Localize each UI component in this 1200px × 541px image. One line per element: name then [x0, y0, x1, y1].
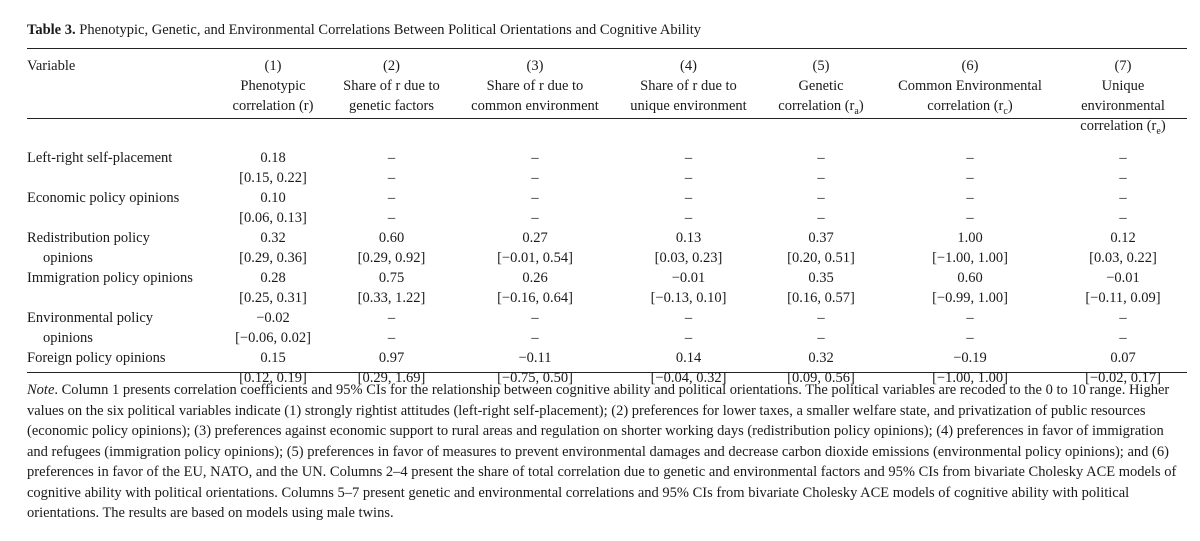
estimate-cell: 0.13: [675, 230, 702, 246]
row-label: [27, 168, 217, 188]
column-header-6: [881, 56, 1059, 136]
estimate-cell: –: [817, 150, 825, 166]
ci-cell: –: [1119, 170, 1127, 186]
column-subtitle: [1059, 116, 1187, 136]
ci-cell: –: [387, 210, 396, 226]
estimate-cell: 0.60: [378, 230, 405, 246]
table-row-ci: [27, 328, 1187, 348]
estimate-cell: 1.00: [957, 230, 983, 246]
estimate-cell: 0.60: [957, 270, 983, 286]
ci-cell: [−0.06, 0.02]: [235, 330, 311, 346]
table-row-estimate: [27, 188, 1187, 208]
ci-cell: [−1.00, 1.00]: [932, 370, 1008, 386]
estimate-cell: –: [1119, 190, 1127, 206]
ci-cell: –: [684, 170, 693, 186]
ci-cell: –: [1119, 210, 1127, 226]
note-text: . Column 1 presents correlation coefficients and 95% CIs for the relationship between cognitive ability and political orientations. The political variables are recoded to the 0 to 10 range. Higher values on the six political variables indicate (1) strongly rightist attitudes (left-right self-placement); (2) preferences for lower taxes, a smaller welfare state, and privatization of public resources (economic policy opinions); (3) preferences against economic support to rural areas and regulation on shorter working days (redistribution policy opinions); (4) preferences in favor of immigration and refugees (immigration policy opinions); (5) preferences in favor of measures to prevent environmental damages and decrease carbon dioxide emissions (environmental policy opinions); and (6) preferences in favor of the EU, NATO, and the UN. Columns 2–4 present the share of total correlation due to genetic and environmental factors and 95% CIs from bivariate Cholesky ACE models of cognitive ability with political orientations. Columns 5–7 present genetic and environmental correlations and 95% CIs from bivariate Cholesky ACE models of cognitive ability with political orientations. The results are based on models using male twins.: [27, 382, 1177, 521]
ci-cell: [−0.13, 0.10]: [650, 290, 727, 306]
column-title: Share of r due to: [640, 78, 737, 94]
estimate-cell: 0.28: [260, 270, 286, 286]
column-header-3: [454, 56, 616, 136]
table-row-ci: [27, 168, 1187, 188]
column-number: (5): [812, 58, 830, 74]
row-label: [27, 288, 217, 308]
estimate-cell: 0.32: [260, 230, 286, 246]
table-row-estimate: [27, 268, 1187, 288]
column-title: Share of r due to: [486, 78, 584, 94]
column-title: Common Environmental: [898, 78, 1042, 94]
subscript: e: [1156, 125, 1161, 137]
table-row-ci: [27, 288, 1187, 308]
table-row-estimate: [27, 136, 1187, 168]
estimate-cell: –: [531, 150, 539, 166]
column-header-2: [329, 56, 454, 136]
estimate-cell: –: [966, 190, 974, 206]
table-caption: [27, 22, 701, 39]
estimate-cell: –: [817, 310, 825, 326]
column-number: (4): [680, 58, 697, 74]
ci-cell: [−0.99, 1.00]: [932, 290, 1008, 306]
column-number: (3): [526, 58, 544, 74]
column-title: Genetic: [798, 78, 844, 94]
estimate-cell: –: [966, 150, 974, 166]
note-label: Note: [27, 382, 55, 398]
row-label: Redistribution policy: [27, 230, 150, 246]
column-title: Share of r due to: [343, 78, 440, 94]
estimate-cell: 0.26: [522, 270, 548, 286]
table-row-ci: [27, 248, 1187, 268]
column-subtitle-text: correlation (r: [927, 98, 1004, 114]
row-label: opinions: [43, 330, 93, 346]
column-subtitle: [761, 96, 881, 116]
column-subtitle: [881, 96, 1059, 116]
estimate-cell: –: [966, 310, 974, 326]
ci-cell: –: [387, 170, 396, 186]
ci-cell: [0.03, 0.23]: [654, 250, 723, 266]
table-label: Table 3.: [27, 22, 76, 38]
row-label: Economic policy opinions: [27, 190, 180, 206]
estimate-cell: 0.15: [260, 350, 286, 366]
ci-cell: –: [387, 330, 396, 346]
row-label: [27, 208, 217, 228]
column-subtitle: common environment: [471, 98, 599, 114]
column-subtitle-close: ): [1007, 98, 1013, 114]
row-label: Foreign policy opinions: [27, 350, 166, 366]
estimate-cell: –: [817, 190, 825, 206]
header-row: [27, 56, 1187, 136]
estimate-cell: –: [387, 190, 396, 206]
estimate-cell: 0.27: [522, 230, 548, 246]
ci-cell: [−1.00, 1.00]: [932, 250, 1008, 266]
estimate-cell: −0.01: [1106, 270, 1140, 286]
ci-cell: [0.29, 1.69]: [357, 370, 426, 386]
column-subtitle: unique environment: [630, 98, 747, 114]
ci-cell: –: [531, 210, 539, 226]
ci-cell: –: [684, 330, 693, 346]
ci-cell: [0.29, 0.36]: [239, 250, 307, 266]
column-header-5: [761, 56, 881, 136]
column-header-7: [1059, 56, 1187, 136]
estimate-cell: –: [1119, 150, 1127, 166]
ci-cell: [−0.11, 0.09]: [1085, 290, 1161, 306]
ci-cell: –: [817, 170, 825, 186]
estimate-cell: –: [684, 190, 693, 206]
row-label: Left-right self-placement: [27, 150, 173, 166]
ci-cell: [−0.04, 0.32]: [650, 370, 727, 386]
estimate-cell: –: [1119, 310, 1127, 326]
subscript: a: [854, 105, 859, 117]
estimate-cell: −0.19: [953, 350, 987, 366]
variable-header: Variable: [27, 58, 76, 74]
ci-cell: [0.09, 0.56]: [787, 370, 855, 386]
table-title: Phenotypic, Genetic, and Environmental Correlations Between Political Orientations and Cognitive Ability: [79, 22, 702, 38]
estimate-cell: 0.07: [1110, 350, 1136, 366]
ci-cell: –: [1119, 330, 1127, 346]
ci-cell: [0.20, 0.51]: [787, 250, 855, 266]
data-table: [27, 56, 1187, 388]
column-title: Unique environmental: [1081, 78, 1165, 114]
ci-cell: –: [817, 330, 825, 346]
subscript: c: [1003, 105, 1008, 117]
estimate-cell: –: [387, 310, 396, 326]
estimate-cell: –: [684, 310, 693, 326]
row-label: opinions: [43, 250, 93, 266]
top-rule: [27, 48, 1187, 49]
table-row-ci: [27, 208, 1187, 228]
ci-cell: –: [966, 330, 974, 346]
ci-cell: [0.06, 0.13]: [239, 210, 307, 226]
ci-cell: –: [966, 170, 974, 186]
estimate-cell: –: [531, 190, 539, 206]
estimate-cell: 0.14: [675, 350, 702, 366]
ci-cell: –: [817, 210, 825, 226]
estimate-cell: 0.97: [378, 350, 405, 366]
ci-cell: [0.12, 0.19]: [239, 370, 307, 386]
estimate-cell: –: [684, 150, 693, 166]
table-row-estimate: [27, 308, 1187, 328]
table-note: [27, 380, 1187, 524]
column-header-1: [217, 56, 329, 136]
estimate-cell: –: [387, 150, 396, 166]
column-number: (7): [1114, 58, 1132, 74]
column-title: Phenotypic: [240, 78, 306, 94]
estimate-cell: −0.01: [671, 270, 706, 286]
estimate-cell: 0.10: [260, 190, 286, 206]
estimate-cell: −0.11: [518, 350, 552, 366]
ci-cell: [0.03, 0.22]: [1089, 250, 1157, 266]
table-row-estimate: [27, 348, 1187, 368]
estimate-cell: 0.18: [260, 150, 286, 166]
column-subtitle-close: ): [1160, 118, 1166, 134]
estimate-cell: 0.32: [808, 350, 834, 366]
estimate-cell: 0.35: [808, 270, 834, 286]
column-number: (2): [383, 58, 400, 74]
estimate-cell: 0.12: [1110, 230, 1136, 246]
row-label: Environmental policy: [27, 310, 154, 326]
ci-cell: –: [531, 170, 539, 186]
ci-cell: [−0.01, 0.54]: [497, 250, 573, 266]
ci-cell: –: [966, 210, 974, 226]
column-number: (6): [961, 58, 979, 74]
estimate-cell: 0.37: [808, 230, 834, 246]
estimate-cell: –: [531, 310, 539, 326]
ci-cell: [−0.75, 0.50]: [497, 370, 573, 386]
ci-cell: [0.25, 0.31]: [239, 290, 307, 306]
estimate-cell: −0.02: [256, 310, 290, 326]
ci-cell: [0.15, 0.22]: [239, 170, 307, 186]
ci-cell: [0.16, 0.57]: [787, 290, 855, 306]
table-row-estimate: [27, 228, 1187, 248]
ci-cell: [−0.16, 0.64]: [497, 290, 573, 306]
column-subtitle-text: correlation (r: [778, 98, 855, 114]
column-subtitle-close: ): [858, 98, 864, 114]
estimate-cell: 0.75: [378, 270, 405, 286]
ci-cell: [0.33, 1.22]: [357, 290, 426, 306]
column-subtitle-text: correlation (r: [1080, 118, 1157, 134]
column-header-4: [616, 56, 761, 136]
column-subtitle: genetic factors: [349, 98, 434, 114]
column-number: (1): [264, 58, 282, 74]
ci-cell: –: [684, 210, 693, 226]
ci-cell: –: [531, 330, 539, 346]
table-body: [27, 136, 1187, 388]
column-subtitle: correlation (r): [232, 98, 314, 114]
ci-cell: [0.29, 0.92]: [357, 250, 426, 266]
row-label: Immigration policy opinions: [27, 270, 193, 286]
ci-cell: [−0.02, 0.17]: [1085, 370, 1161, 386]
